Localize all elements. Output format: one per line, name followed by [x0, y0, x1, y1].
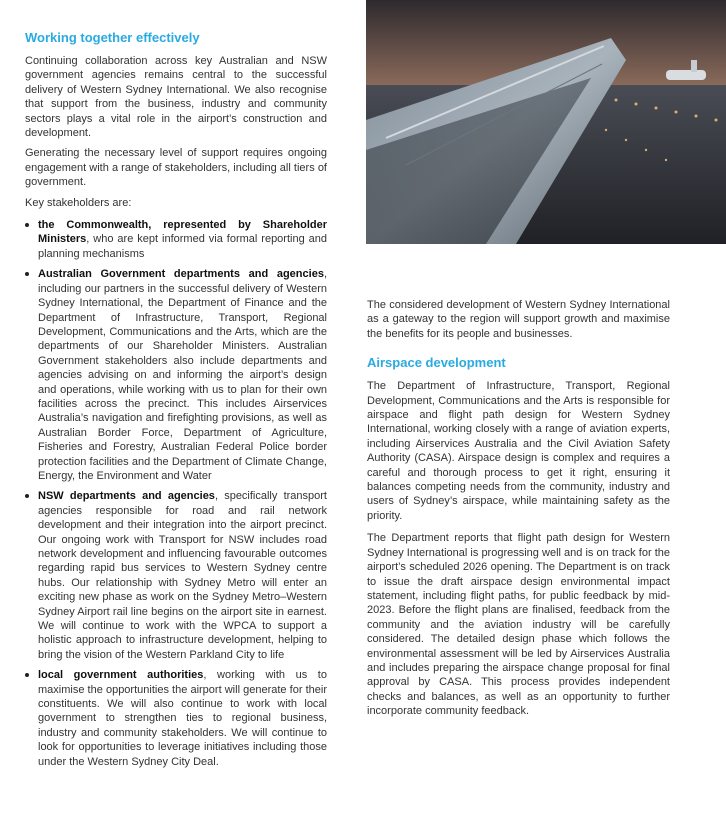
left-column [25, 30, 327, 775]
list-item [25, 489, 327, 662]
stakeholder-description: , working with us to maximise the opportunities the airport will generate for their constituents. We will also continue to work with local government to strengthen ties to regional business, industry and community stakeholders. We will continue to look for opportunities to leverage initiatives including those under the Western Sydney City Deal. [38, 669, 327, 768]
stakeholder-description: , including our partners in the successful delivery of Western Sydney International, the Department of Finance and the Department of Infrastructure, Transport, Regional Development, Communications and the Arts, which are the departments of our Shareholder Ministers. Australian Government stakeholders also include departments and agencies advising on and informing the airport’s design and operations, while working with us to plan for their own facilities across the precinct. This includes Airservices Australia’s navigation and firefighting provisions, as well as Australian Border Force, Department of Agriculture, Fisheries and Forestry, Australian Federal Police border protection facilities and the Department of Climate Change, Energy, the Environment and Water [38, 268, 327, 482]
list-item [25, 668, 327, 769]
aircraft-wing-photo [366, 0, 726, 244]
stakeholder-name: the Commonwealth, represented by Shareholder Ministers [38, 219, 327, 246]
stakeholder-description: , who are kept informed via formal reporting and planning mechanisms [38, 233, 327, 260]
bullet-icon [25, 494, 29, 498]
paragraph: Generating the necessary level of support requires ongoing engagement with a range of stakeholders, including all tiers of government. [25, 147, 327, 189]
bullet-icon [25, 223, 29, 227]
stakeholder-list [25, 218, 327, 769]
stakeholder-name: local government authorities [38, 669, 204, 682]
list-item [25, 267, 327, 483]
paragraph: The Department reports that flight path design for Western Sydney International is progressing well and is on track for the airport’s scheduled 2026 opening. The Department is on track to issue the draft airspace design environmental impact statement, including flight paths, for public feedback by mid-2023. Before the flight plans are finalised, feedback from the community and the aviation industry will be carefully considered. The detailed design phase which follows the environmental assessment will be led by Airservices Australia and includes preparing the airspace change proposal for final approval by CASA. This process provides independent checks and balances, as well as an opportunity to further incorporate community feedback. [367, 532, 670, 718]
right-column [367, 298, 670, 725]
list-item [25, 218, 327, 261]
photo-illustration [366, 0, 726, 244]
section-heading-airspace: Airspace development [367, 355, 506, 371]
paragraph: The Department of Infrastructure, Transport, Regional Development, Communications and the Arts is responsible for airspace and flight path design for Western Sydney International, working closely with a range of aviation experts, including Airservices Australia and the Civil Aviation Safety Authority (CASA). Airspace design is complex and requires a careful and thorough process to get it right, ensuring it balances competing needs from the community, industry and users of Sydney’s airspace, while maintaining safety as the priority. [367, 380, 670, 522]
paragraph: Key stakeholders are: [25, 196, 132, 209]
stakeholder-name: Australian Government departments and agencies [38, 268, 324, 281]
paragraph: The considered development of Western Sydney International as a gateway to the region will support growth and maximise the benefits for its people and businesses. [367, 299, 670, 340]
stakeholder-name: NSW departments and agencies [38, 490, 215, 503]
section-heading-working-together: Working together effectively [25, 30, 200, 45]
bullet-icon [25, 272, 29, 276]
stakeholder-description: , specifically transport agencies responsible for road and rail network development and their integration into the airport precinct. Our ongoing work with Transport for NSW includes road network development and influencing favourable outcomes regarding rapid bus services to Western Sydney centre hubs. Our relationship with Sydney Metro will enter an exciting new phase as work on the Sydney Metro–Western Sydney Airport rail line begins on the airport site in earnest. We will continue to work with the WPCA to support a holistic approach to infrastructure development, helping to bring the vision of the Western Parkland City to life [38, 490, 327, 661]
bullet-icon [25, 673, 29, 677]
paragraph: Continuing collaboration across key Australian and NSW government agencies remains central to the successful delivery of Western Sydney International. We also recognise that support from the business, industry and community sectors plays a vital role in the airport’s construction and development. [25, 55, 327, 140]
